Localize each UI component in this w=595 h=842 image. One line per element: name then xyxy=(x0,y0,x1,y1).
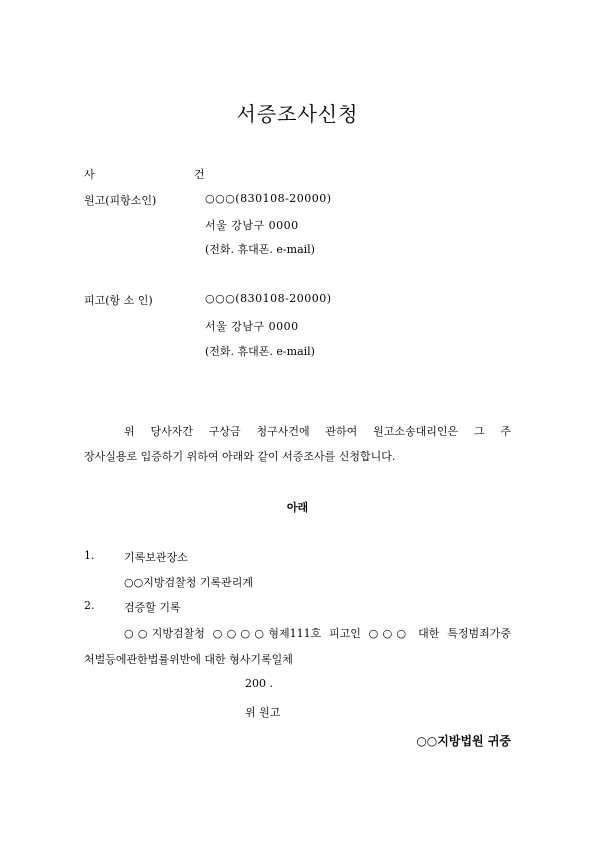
plaintiff-contact: (전화. 휴대폰. e-mail) xyxy=(205,243,315,256)
body-line-1: 위 당사자간 구상금 청구사건에 관하여 원고소송대리인은 그 주 xyxy=(124,425,511,438)
plaintiff-label: 원고(피항소인) xyxy=(84,194,157,207)
defendant-name-id: ○○○(830108-20000) xyxy=(205,292,332,305)
court-addressee: ○○지방법원 귀중 xyxy=(416,734,511,748)
item-1-detail: ○○지방검찰청 기록관리계 xyxy=(124,576,253,589)
case-label-part1: 사 xyxy=(84,168,95,181)
plaintiff-address: 서울 강남구 0000 xyxy=(205,219,299,232)
item-2-detail-line-1: ○○지방검찰청 ○○○○형제111호 피고인 ○○○ 대한 특정범죄가중 xyxy=(124,627,511,640)
body-line-2: 장사실용로 입증하기 위하여 아래와 같이 서증조사를 신청합니다. xyxy=(84,450,396,463)
defendant-label: 피고(항 소 인) xyxy=(84,294,153,307)
section-heading: 아래 xyxy=(286,501,309,514)
item-2-detail-line-2: 처벌등에관한법률위반에 대한 형사기록일체 xyxy=(84,653,293,666)
defendant-address: 서울 강남구 0000 xyxy=(205,320,299,333)
document-title: 서증조사신청 xyxy=(236,102,359,126)
item-2-number: 2. xyxy=(84,599,95,612)
plaintiff-name-id: ○○○(830108-20000) xyxy=(205,192,332,205)
date: 200 . xyxy=(245,677,273,690)
item-1-number: 1. xyxy=(84,549,95,562)
defendant-contact: (전화. 휴대폰. e-mail) xyxy=(205,345,315,358)
signer: 위 원고 xyxy=(245,706,281,719)
case-label-part2: 건 xyxy=(194,168,205,181)
item-1-title: 기록보관장소 xyxy=(124,551,188,564)
item-2-title: 검증할 기록 xyxy=(124,601,181,614)
